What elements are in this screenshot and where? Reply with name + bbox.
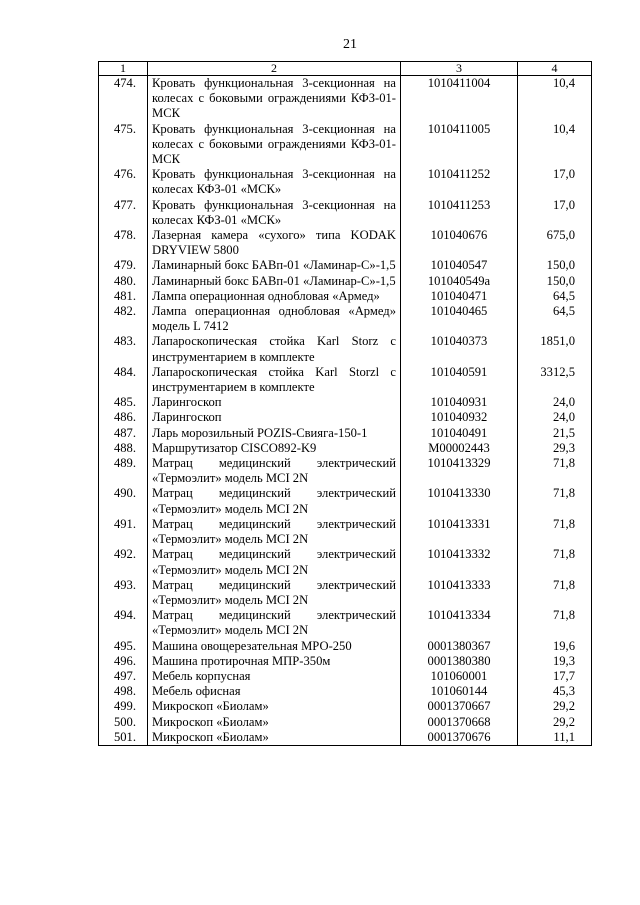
table-row: [99, 334, 592, 364]
inventory-code: 101040931: [401, 395, 518, 410]
item-name: Ларь морозильный POZIS-Свияга-150-1: [148, 426, 401, 441]
inventory-code: M00002443: [401, 441, 518, 456]
inventory-code: 1010413329: [401, 456, 518, 486]
table-row: [99, 654, 592, 669]
item-name: Маршрутизатор CISCO892-K9: [148, 441, 401, 456]
inventory-code: 1010411253: [401, 198, 518, 228]
row-number: 495.: [99, 639, 148, 654]
item-value: 11,1: [518, 730, 592, 746]
item-value: 71,8: [518, 486, 592, 516]
inventory-code: 101040465: [401, 304, 518, 334]
table-row: [99, 578, 592, 608]
row-number: 490.: [99, 486, 148, 516]
inventory-code: 1010413334: [401, 608, 518, 638]
row-number: 475.: [99, 122, 148, 168]
table-row: [99, 122, 592, 168]
page-number: 21: [343, 37, 357, 52]
table-row: [99, 228, 592, 258]
inventory-code: 0001370667: [401, 699, 518, 714]
item-value: 3312,5: [518, 365, 592, 395]
row-number: 489.: [99, 456, 148, 486]
row-number: 491.: [99, 517, 148, 547]
inventory-code: 1010411004: [401, 76, 518, 122]
row-number: 498.: [99, 684, 148, 699]
inventory-code: 1010413330: [401, 486, 518, 516]
table-row: [99, 395, 592, 410]
item-value: 17,0: [518, 198, 592, 228]
item-name: Кровать функциональная 3-секционная на колесах с боковыми ограждениями КФЗ-01-МСК: [148, 122, 401, 168]
table-row: [99, 426, 592, 441]
row-number: 501.: [99, 730, 148, 746]
table-row: [99, 547, 592, 577]
row-number: 476.: [99, 167, 148, 197]
item-value: 24,0: [518, 410, 592, 425]
item-name: Матрац медицинский электрический «Термоэлит» модель MCI 2N: [148, 578, 401, 608]
inventory-code: 101040471: [401, 289, 518, 304]
item-name: Мебель корпусная: [148, 669, 401, 684]
inventory-code: 101040549а: [401, 274, 518, 289]
item-name: Лампа операционная однобловая «Армед» модель L 7412: [148, 304, 401, 334]
table-row: [99, 304, 592, 334]
row-number: 479.: [99, 258, 148, 273]
row-number: 496.: [99, 654, 148, 669]
inventory-code: 1010411005: [401, 122, 518, 168]
row-number: 481.: [99, 289, 148, 304]
item-name: Ларингоскоп: [148, 395, 401, 410]
item-name: Микроскоп «Биолам»: [148, 699, 401, 714]
table-row: [99, 699, 592, 714]
item-value: 29,2: [518, 715, 592, 730]
item-value: 19,6: [518, 639, 592, 654]
inventory-code: 0001370676: [401, 730, 518, 746]
item-name: Лампа операционная однобловая «Армед»: [148, 289, 401, 304]
row-number: 500.: [99, 715, 148, 730]
table-row: [99, 456, 592, 486]
item-name: Ламинарный бокс БАВп-01 «Ламинар-С»-1,5: [148, 258, 401, 273]
item-name: Матрац медицинский электрический «Термоэлит» модель MCI 2N: [148, 517, 401, 547]
item-name: Микроскоп «Биолам»: [148, 730, 401, 746]
inventory-code: 101060001: [401, 669, 518, 684]
item-value: 21,5: [518, 426, 592, 441]
row-number: 499.: [99, 699, 148, 714]
table-row: [99, 441, 592, 456]
table-row: [99, 684, 592, 699]
row-number: 482.: [99, 304, 148, 334]
item-value: 29,3: [518, 441, 592, 456]
item-value: 17,0: [518, 167, 592, 197]
item-name: Матрац медицинский электрический «Термоэлит» модель MCI 2N: [148, 456, 401, 486]
item-value: 1851,0: [518, 334, 592, 364]
item-value: 45,3: [518, 684, 592, 699]
row-number: 488.: [99, 441, 148, 456]
table-row: [99, 365, 592, 395]
row-number: 493.: [99, 578, 148, 608]
item-value: 29,2: [518, 699, 592, 714]
item-value: 150,0: [518, 274, 592, 289]
inventory-code: 0001370668: [401, 715, 518, 730]
inventory-code: 101060144: [401, 684, 518, 699]
table-row: [99, 198, 592, 228]
inventory-code: 101040676: [401, 228, 518, 258]
row-number: 487.: [99, 426, 148, 441]
table-row: [99, 715, 592, 730]
item-value: 71,8: [518, 517, 592, 547]
row-number: 485.: [99, 395, 148, 410]
column-header-1: 1: [99, 62, 148, 76]
item-value: 10,4: [518, 122, 592, 168]
table-row: [99, 486, 592, 516]
table-row: [99, 289, 592, 304]
inventory-code: 1010413331: [401, 517, 518, 547]
item-value: 71,8: [518, 547, 592, 577]
item-name: Кровать функциональная 3-секционная на колесах с боковыми ограждениями КФЗ-01-МСК: [148, 76, 401, 122]
row-number: 486.: [99, 410, 148, 425]
item-value: 71,8: [518, 608, 592, 638]
registry-table: [98, 61, 592, 746]
table-row: [99, 669, 592, 684]
row-number: 497.: [99, 669, 148, 684]
item-value: 17,7: [518, 669, 592, 684]
table-row: [99, 258, 592, 273]
inventory-code: 1010413333: [401, 578, 518, 608]
table-row: [99, 608, 592, 638]
table-row: [99, 274, 592, 289]
column-header-2: 2: [148, 62, 401, 76]
item-value: 64,5: [518, 289, 592, 304]
column-header-3: 3: [401, 62, 518, 76]
table-body: [99, 76, 592, 746]
row-number: 494.: [99, 608, 148, 638]
item-value: 71,8: [518, 578, 592, 608]
row-number: 483.: [99, 334, 148, 364]
item-value: 64,5: [518, 304, 592, 334]
item-name: Мебель офисная: [148, 684, 401, 699]
item-name: Ларингоскоп: [148, 410, 401, 425]
table-row: [99, 410, 592, 425]
inventory-code: 101040932: [401, 410, 518, 425]
table-row: [99, 730, 592, 746]
item-value: 24,0: [518, 395, 592, 410]
item-name: Лапароскопическая стойка Karl Storz с инструментарием в комплекте: [148, 334, 401, 364]
table-row: [99, 639, 592, 654]
item-name: Машина протирочная МПР-350м: [148, 654, 401, 669]
inventory-code: 1010411252: [401, 167, 518, 197]
item-value: 150,0: [518, 258, 592, 273]
item-value: 71,8: [518, 456, 592, 486]
item-name: Матрац медицинский электрический «Термоэлит» модель MCI 2N: [148, 486, 401, 516]
item-name: Матрац медицинский электрический «Термоэлит» модель MCI 2N: [148, 547, 401, 577]
column-header-4: 4: [518, 62, 592, 76]
table-header-row: [99, 62, 592, 76]
item-value: 675,0: [518, 228, 592, 258]
inventory-code: 101040547: [401, 258, 518, 273]
item-name: Кровать функциональная 3-секционная на колесах КФЗ-01 «МСК»: [148, 198, 401, 228]
row-number: 480.: [99, 274, 148, 289]
inventory-code: 101040491: [401, 426, 518, 441]
item-name: Машина овощерезательная МРО-250: [148, 639, 401, 654]
row-number: 484.: [99, 365, 148, 395]
inventory-code: 0001380367: [401, 639, 518, 654]
inventory-code: 0001380380: [401, 654, 518, 669]
row-number: 474.: [99, 76, 148, 122]
row-number: 478.: [99, 228, 148, 258]
row-number: 492.: [99, 547, 148, 577]
item-name: Ламинарный бокс БАВп-01 «Ламинар-С»-1,5: [148, 274, 401, 289]
item-value: 10,4: [518, 76, 592, 122]
item-name: Лапароскопическая стойка Karl Storzl с инструментарием в комплекте: [148, 365, 401, 395]
inventory-code: 101040591: [401, 365, 518, 395]
item-name: Лазерная камера «сухого» типа KODAK DRYVIEW 5800: [148, 228, 401, 258]
item-value: 19,3: [518, 654, 592, 669]
inventory-code: 1010413332: [401, 547, 518, 577]
inventory-code: 101040373: [401, 334, 518, 364]
table-row: [99, 517, 592, 547]
item-name: Микроскоп «Биолам»: [148, 715, 401, 730]
item-name: Матрац медицинский электрический «Термоэлит» модель MCI 2N: [148, 608, 401, 638]
table-row: [99, 76, 592, 122]
item-name: Кровать функциональная 3-секционная на колесах КФЗ-01 «МСК»: [148, 167, 401, 197]
table-row: [99, 167, 592, 197]
row-number: 477.: [99, 198, 148, 228]
